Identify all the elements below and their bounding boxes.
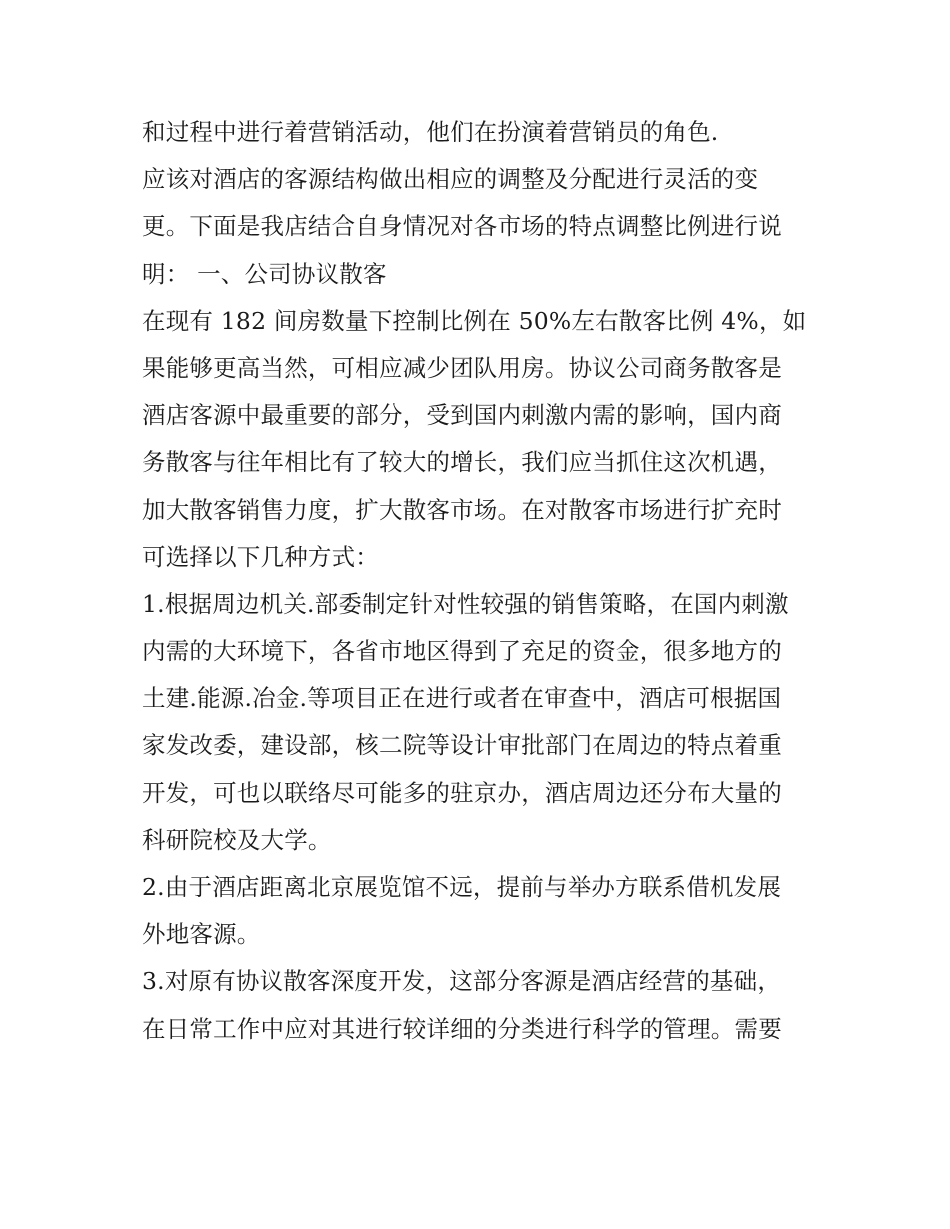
text-line: 和过程中进行着营销活动，他们在扮演着营销员的角色.: [142, 118, 719, 146]
text-line: 内需的大环境下，各省市地区得到了充足的资金，很多地方的: [142, 637, 782, 666]
text-line: 明： 一、公司协议散客: [142, 259, 387, 288]
text-line: 科研院校及大学。: [142, 825, 332, 854]
text-line: 更。下面是我店结合自身情况对各市场的特点调整比例进行说: [142, 212, 782, 241]
text-line: 家发改委，建设部，核二院等设计审批部门在周边的特点着重: [142, 731, 782, 760]
text-line: 开发，可也以联络尽可能多的驻京办，酒店周边还分布大量的: [142, 778, 782, 807]
text-line: 土建.能源.冶金.等项目正在进行或者在审查中，酒店可根据国: [142, 684, 782, 713]
text-line: 1.根据周边机关.部委制定针对性较强的销售策略，在国内刺激: [142, 589, 789, 618]
text-line: 酒店客源中最重要的部分，受到国内刺激内需的影响，国内商: [142, 401, 782, 430]
text-line: 2.由于酒店距离北京展览馆不远，提前与举办方联系借机发展: [142, 873, 782, 901]
text-line: 在现有 182 间房数量下控制比例在 50%左右散客比例 4%，如: [142, 306, 807, 335]
text-line: 应该对酒店的客源结构做出相应的调整及分配进行灵活的变: [142, 165, 759, 194]
text-line: 果能够更高当然，可相应减少团队用房。协议公司商务散客是: [142, 353, 782, 382]
text-line: 务散客与往年相比有了较大的增长，我们应当抓住这次机遇，: [142, 448, 782, 477]
text-line: 3.对原有协议散客深度开发，这部分客源是酒店经营的基础，: [142, 967, 782, 996]
text-line: 加大散客销售力度，扩大散客市场。在对散客市场进行扩充时: [142, 495, 782, 524]
body-text: [142, 109, 822, 1053]
text-line: 在日常工作中应对其进行较详细的分类进行科学的管理。需要: [142, 1014, 782, 1043]
text-line: 可选择以下几种方式：: [142, 542, 379, 571]
text-line: 外地客源。: [142, 920, 261, 949]
